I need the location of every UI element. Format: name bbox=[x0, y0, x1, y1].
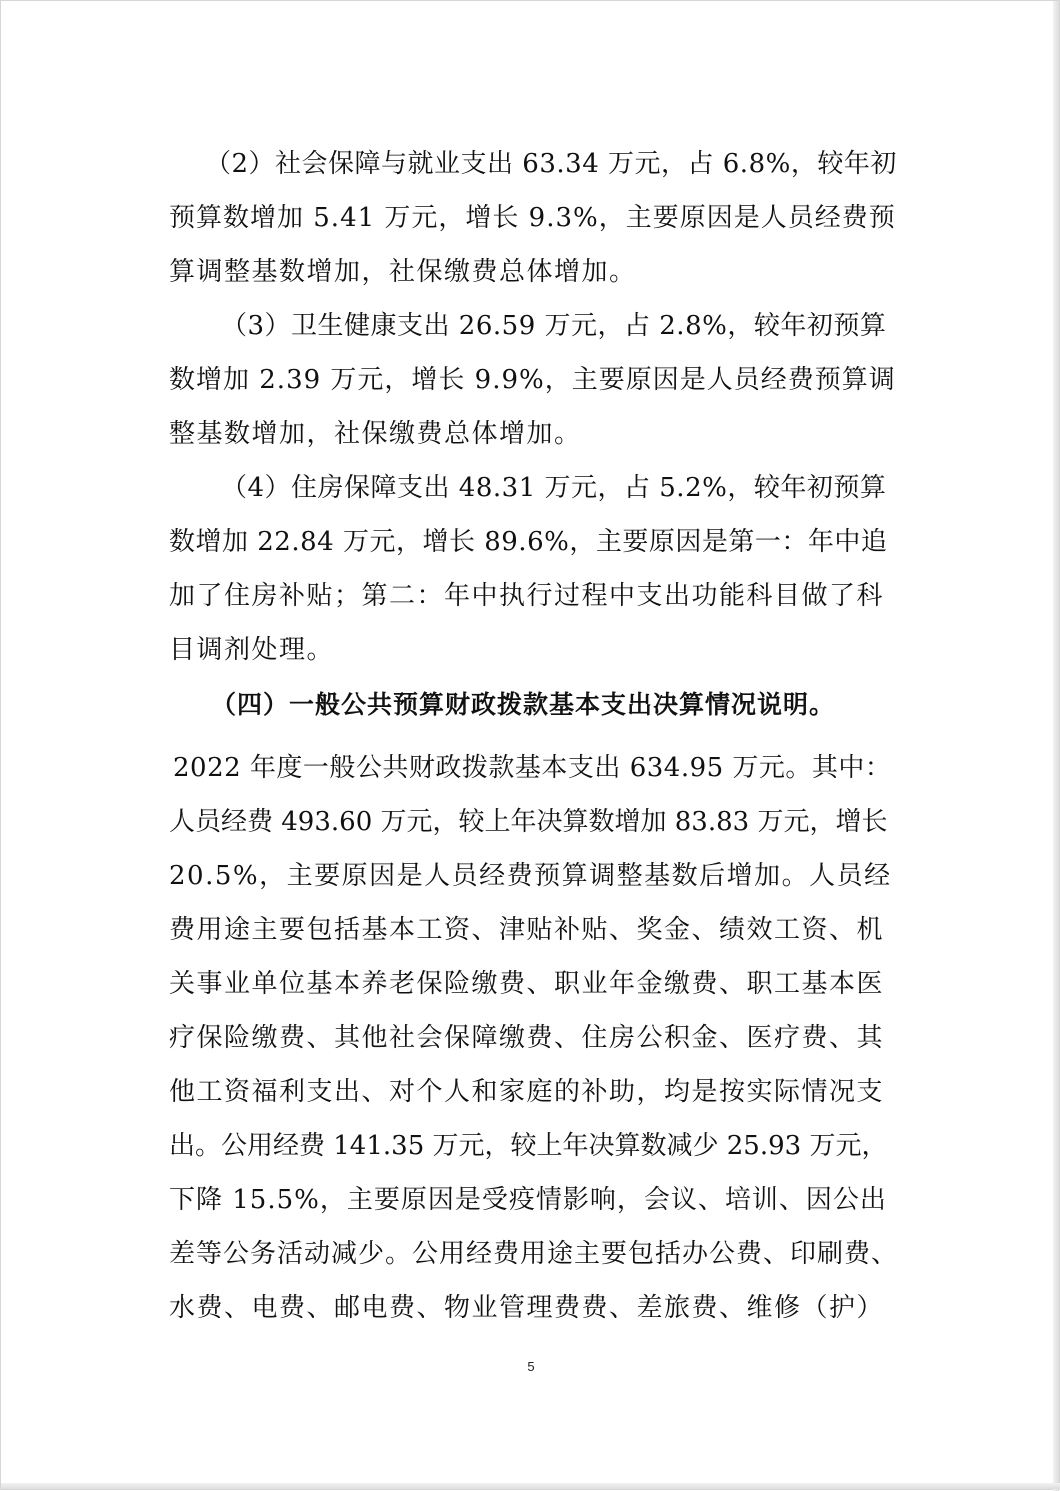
section-heading: （四）一般公共预算财政拨款基本支出决算情况说明。 bbox=[211, 690, 836, 719]
page-shadow-bottom bbox=[1, 1483, 1060, 1489]
paragraph-5-line-8: 出。公用经费 141.35 万元，较上年决算数减少 25.93 万元， bbox=[169, 1131, 888, 1161]
paragraph-3-line-2: 数增加 2.39 万元，增长 9.9%，主要原因是人员经费预算调 bbox=[169, 365, 896, 395]
paragraph-3-line-3: 整基数增加，社保缴费总体增加。 bbox=[169, 419, 582, 449]
paragraph-3-line-1: （3）卫生健康支出 26.59 万元，占 2.8%，较年初预算 bbox=[221, 311, 887, 341]
paragraph-5-line-7: 他工资福利支出、对个人和家庭的补助，均是按实际情况支 bbox=[169, 1077, 885, 1107]
page-shadow-right bbox=[1053, 1, 1059, 1491]
paragraph-4-line-3: 加了住房补贴；第二：年中执行过程中支出功能科目做了科 bbox=[169, 581, 885, 611]
paragraph-5-line-10: 差等公务活动减少。公用经费用途主要包括办公费、印刷费、 bbox=[169, 1239, 899, 1269]
paragraph-2-line-1: （2）社会保障与就业支出 63.34 万元，占 6.8%，较年初 bbox=[205, 149, 897, 179]
paragraph-5-line-6: 疗保险缴费、其他社会保障缴费、住房公积金、医疗费、其 bbox=[169, 1023, 885, 1053]
page-number: 5 bbox=[527, 1359, 535, 1374]
paragraph-4-line-4: 目调剂处理。 bbox=[169, 635, 335, 665]
paragraph-5-line-2: 人员经费 493.60 万元，较上年决算数增加 83.83 万元，增长 bbox=[169, 807, 888, 837]
paragraph-4-line-2: 数增加 22.84 万元，增长 89.6%，主要原因是第一：年中追 bbox=[169, 527, 888, 557]
paragraph-5-line-9: 下降 15.5%，主要原因是受疫情影响，会议、培训、因公出 bbox=[169, 1185, 887, 1215]
paragraph-5-line-1: 2022 年度一般公共财政拨款基本支出 634.95 万元。其中： bbox=[173, 753, 892, 783]
paragraph-5-line-4: 费用途主要包括基本工资、津贴补贴、奖金、绩效工资、机 bbox=[169, 915, 885, 945]
paragraph-5-line-11: 水费、电费、邮电费、物业管理费费、差旅费、维修（护） bbox=[169, 1293, 885, 1323]
paragraph-2-line-2: 预算数增加 5.41 万元，增长 9.3%，主要原因是人员经费预 bbox=[169, 203, 896, 233]
paragraph-5-line-5: 关事业单位基本养老保险缴费、职业年金缴费、职工基本医 bbox=[169, 969, 885, 999]
paragraph-4-line-1: （4）住房保障支出 48.31 万元，占 5.2%，较年初预算 bbox=[221, 473, 887, 503]
paragraph-2-line-3: 算调整基数增加，社保缴费总体增加。 bbox=[169, 257, 637, 287]
paragraph-5-line-3: 20.5%，主要原因是人员经费预算调整基数后增加。人员经 bbox=[169, 861, 892, 891]
